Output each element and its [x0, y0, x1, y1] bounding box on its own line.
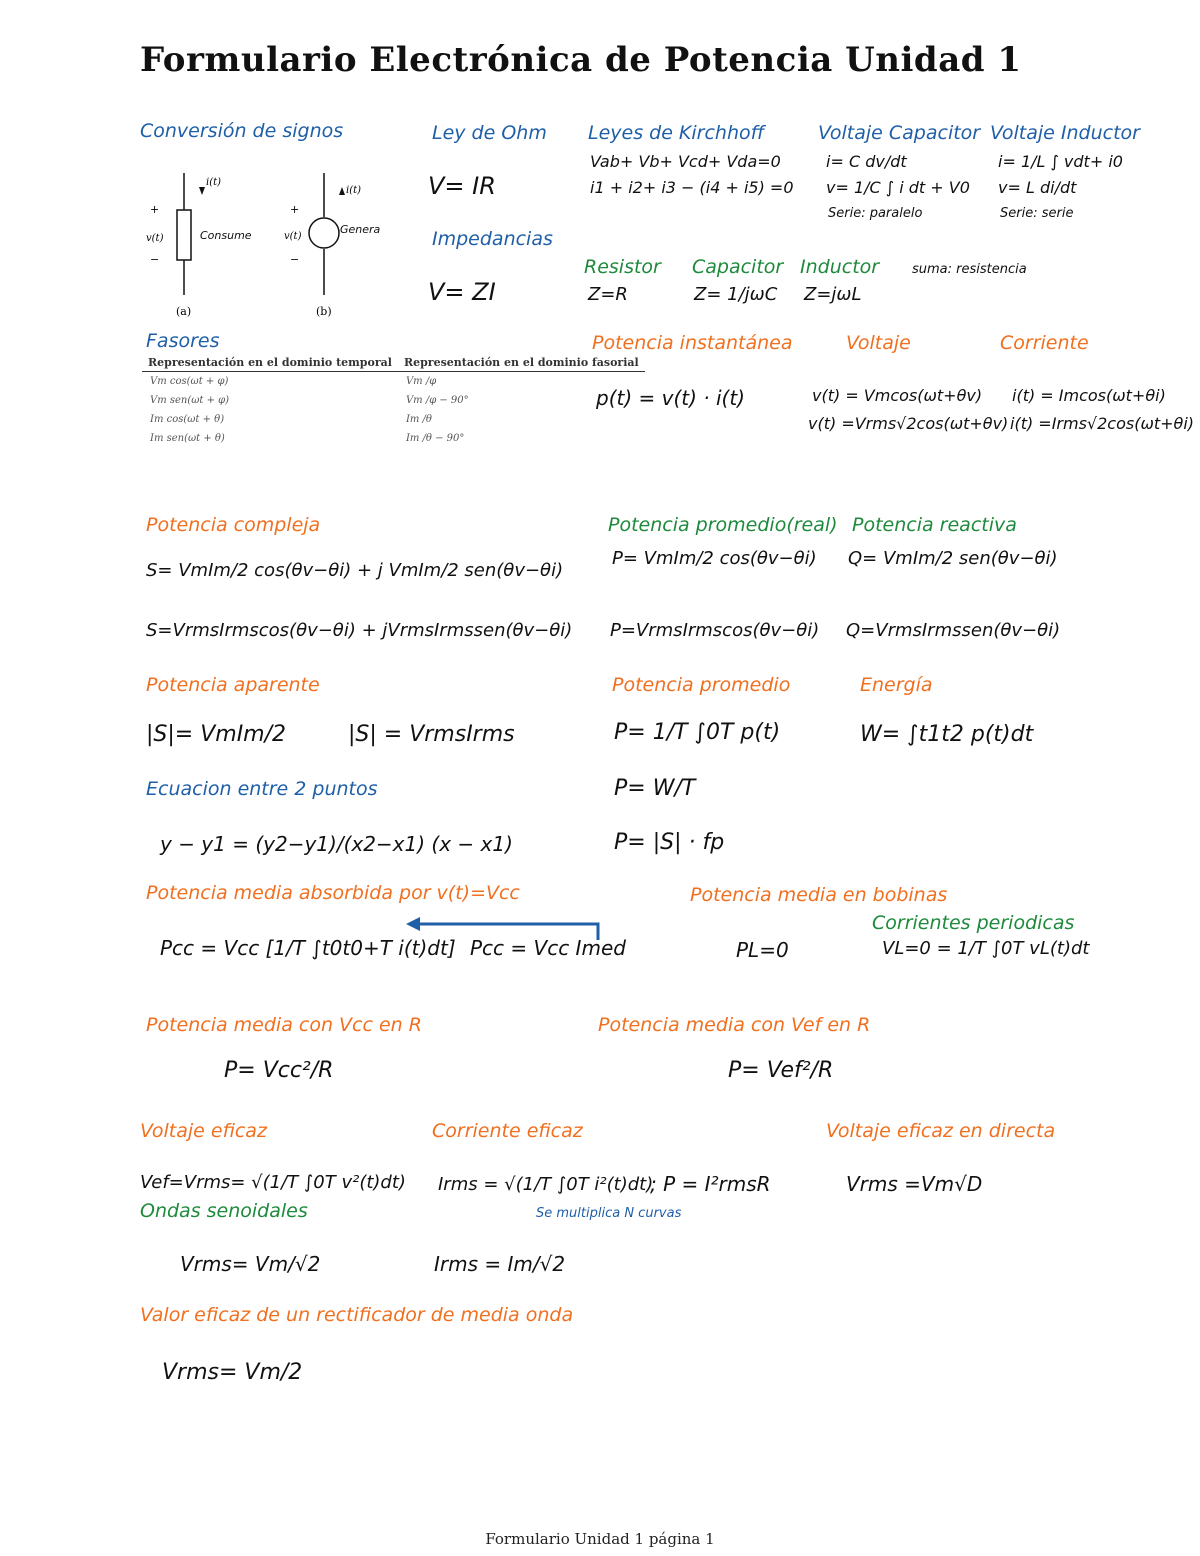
line-eq-heading: Ecuacion entre 2 puntos: [146, 778, 378, 800]
eff-current-power: ; P = I²rmsR: [650, 1172, 771, 1196]
half-wave-formula: Vrms= Vm/2: [162, 1360, 303, 1385]
capacitor-line1: i= C dv/dt: [826, 152, 907, 171]
current-line1: i(t) = Imcos(ωt+θi): [1012, 386, 1166, 405]
voltage-heading: Voltaje: [846, 332, 911, 354]
r-dc-power-heading: Potencia media con Vcc en R: [146, 1014, 422, 1036]
apparent-power-heading: Potencia aparente: [146, 674, 320, 696]
phasor-cell: Vm sen(ωt + φ): [150, 395, 230, 406]
r-dc-power-formula: P= Vcc²/R: [224, 1058, 334, 1083]
resistor-formula: Z=R: [588, 284, 628, 305]
caption-a: (a): [176, 305, 192, 318]
phasor-col-fasorial: Representación en el dominio fasorial: [398, 354, 645, 372]
phasor-cell: Im cos(ωt + θ): [150, 414, 225, 425]
instant-power-formula: p(t) = v(t) · i(t): [596, 386, 745, 410]
phasor-cell: Vm /φ − 90°: [405, 395, 469, 406]
impedance-heading: Impedancias: [432, 228, 553, 250]
phasors-heading: Fasores: [146, 330, 220, 352]
capacitor-voltage-heading: Voltaje Capacitor: [818, 122, 981, 144]
arrow-connector: [400, 916, 610, 946]
arrow-down-icon: [199, 187, 205, 195]
plus-a: +: [150, 203, 160, 216]
eff-current-note: Se multiplica N curvas: [536, 1206, 682, 1221]
eff-current-formula: Irms = √(1/T ∫0T i²(t)dt): [438, 1174, 654, 1195]
voltage-b: v(t): [284, 231, 302, 242]
kirchhoff-line1: Vab+ Vb+ Vcd+ Vda=0: [590, 152, 781, 171]
half-wave-heading: Valor eficaz de un rectificador de media onda: [140, 1304, 574, 1326]
phasor-col-temporal: Representación en el dominio temporal: [142, 354, 398, 372]
coil-power-note: Corrientes periodicas: [872, 912, 1075, 934]
coil-power-formula2: VL=0 = 1/T ∫0T vL(t)dt: [882, 938, 1090, 959]
line-eq-formula: y − y1 = (y2−y1)/(x2−x1) (x − x1): [160, 832, 513, 856]
impedance-formula: V= ZI: [428, 278, 496, 306]
voltage-line2: v(t) =Vrms√2cos(ωt+θv): [808, 414, 1009, 433]
complex-power-line1: S= VmIm/2 cos(θv−θi) + j VmIm/2 sen(θv−θi): [146, 560, 564, 581]
r-ef-power-heading: Potencia media con Vef en R: [598, 1014, 871, 1036]
ohm-formula: V= IR: [428, 172, 496, 200]
note-b: Genera: [340, 223, 381, 236]
phasor-cell: Im /θ: [405, 414, 432, 425]
complex-power-heading: Potencia compleja: [146, 514, 321, 536]
table-row: [142, 410, 645, 429]
elements-note: suma: resistencia: [912, 262, 1027, 277]
phasor-cell: Vm cos(ωt + φ): [150, 376, 229, 387]
ohm-heading: Ley de Ohm: [432, 122, 547, 144]
phasor-cell: Im /θ − 90°: [405, 433, 465, 444]
apparent-power-line1: |S|= VmIm/2: [146, 722, 287, 747]
signs-heading: Conversión de signos: [140, 120, 344, 142]
inductor-note: Serie: serie: [1000, 206, 1074, 221]
table-row: [142, 372, 645, 392]
inductor-line1: i= 1/L ∫ vdt+ i0: [998, 152, 1123, 171]
avg-real-power-line2: P=VrmsIrmscos(θv−θi): [610, 620, 820, 641]
arrow-left-icon: [406, 917, 420, 931]
energy-heading: Energía: [860, 674, 933, 696]
current-a: i(t): [206, 177, 222, 188]
avg-power-line3: P= |S| · fp: [614, 830, 725, 855]
inductor-impedance: Z=jωL: [804, 284, 862, 305]
minus-b: −: [290, 253, 300, 266]
r-ef-power-formula: P= Vef²/R: [728, 1058, 834, 1083]
avg-real-power-line1: P= VmIm/2 cos(θv−θi): [612, 548, 817, 569]
coil-power-formula1: PL=0: [736, 938, 789, 962]
avg-power-heading: Potencia promedio: [612, 674, 791, 696]
voltage-a: v(t): [146, 233, 164, 244]
arrow-up-icon: [339, 187, 345, 195]
voltage-line1: v(t) = Vmcos(ωt+θv): [812, 386, 983, 405]
current-line2: i(t) =Irms√2cos(ωt+θi): [1010, 414, 1195, 433]
capacitor-heading: Capacitor: [692, 256, 784, 278]
inductor-voltage-heading: Voltaje Inductor: [990, 122, 1140, 144]
table-row: [142, 391, 645, 410]
dc-power-heading: Potencia media absorbida por v(t)=Vcc: [146, 882, 520, 904]
current-heading: Corriente: [1000, 332, 1089, 354]
caption-b: (b): [316, 305, 332, 318]
complex-power-line2: S=VrmsIrmscos(θv−θi) + jVrmsIrmssen(θv−θi): [146, 620, 573, 641]
capacitor-impedance: Z= 1/jωC: [694, 284, 778, 305]
source-symbol: [309, 218, 339, 248]
arrow-line: [418, 924, 598, 940]
sign-convention-diagram: [140, 165, 400, 325]
page-title: Formulario Electrónica de Potencia Unidad 1: [140, 40, 1022, 80]
phasor-cell: Im sen(ωt + θ): [150, 433, 225, 444]
capacitor-note: Serie: paralelo: [828, 206, 923, 221]
eff-voltage-sub: Ondas senoidales: [140, 1200, 308, 1222]
inductor-heading: Inductor: [800, 256, 880, 278]
minus-a: −: [150, 253, 160, 266]
resistor-symbol: [177, 210, 191, 260]
kirchhoff-heading: Leyes de Kirchhoff: [588, 122, 765, 144]
avg-power-line2: P= W/T: [614, 776, 696, 801]
instant-power-heading: Potencia instantánea: [592, 332, 793, 354]
eff-current-sine: Irms = Im/√2: [434, 1252, 566, 1276]
kirchhoff-line2: i1 + i2+ i3 − (i4 + i5) =0: [590, 178, 794, 197]
current-b: i(t): [346, 185, 362, 196]
phasor-cell: Vm /φ: [405, 376, 437, 387]
reactive-power-heading: Potencia reactiva: [852, 514, 1017, 536]
capacitor-line2: v= 1/C ∫ i dt + V0: [826, 178, 970, 197]
apparent-power-line2: |S| = VrmsIrms: [348, 722, 515, 747]
coil-power-heading: Potencia media en bobinas: [690, 884, 948, 906]
reactive-power-line2: Q=VrmsIrmssen(θv−θi): [846, 620, 1061, 641]
eff-direct-heading: Voltaje eficaz en directa: [826, 1120, 1056, 1142]
inductor-line2: v= L di/dt: [998, 178, 1077, 197]
table-row: [142, 429, 645, 448]
avg-power-line1: P= 1/T ∫0T p(t): [614, 720, 781, 745]
eff-current-heading: Corriente eficaz: [432, 1120, 583, 1142]
eff-voltage-sine: Vrms= Vm/√2: [180, 1252, 321, 1276]
phasor-table: [142, 354, 645, 448]
avg-real-power-heading: Potencia promedio(real): [608, 514, 838, 536]
dc-power-formula: Pcc = Vcc [1/T ∫t0t0+T i(t)dt]: [160, 936, 456, 960]
dc-power-result: Pcc = Vcc Imed: [470, 936, 626, 960]
eff-voltage-formula: Vef=Vrms= √(1/T ∫0T v²(t)dt): [140, 1172, 406, 1193]
note-a: Consume: [200, 229, 252, 242]
eff-direct-formula: Vrms =Vm√D: [846, 1172, 983, 1196]
resistor-heading: Resistor: [584, 256, 661, 278]
eff-voltage-heading: Voltaje eficaz: [140, 1120, 267, 1142]
energy-formula: W= ∫t1t2 p(t)dt: [860, 722, 1034, 747]
plus-b: +: [290, 203, 300, 216]
reactive-power-line1: Q= VmIm/2 sen(θv−θi): [848, 548, 1058, 569]
page-footer: Formulario Unidad 1 página 1: [485, 1530, 715, 1548]
